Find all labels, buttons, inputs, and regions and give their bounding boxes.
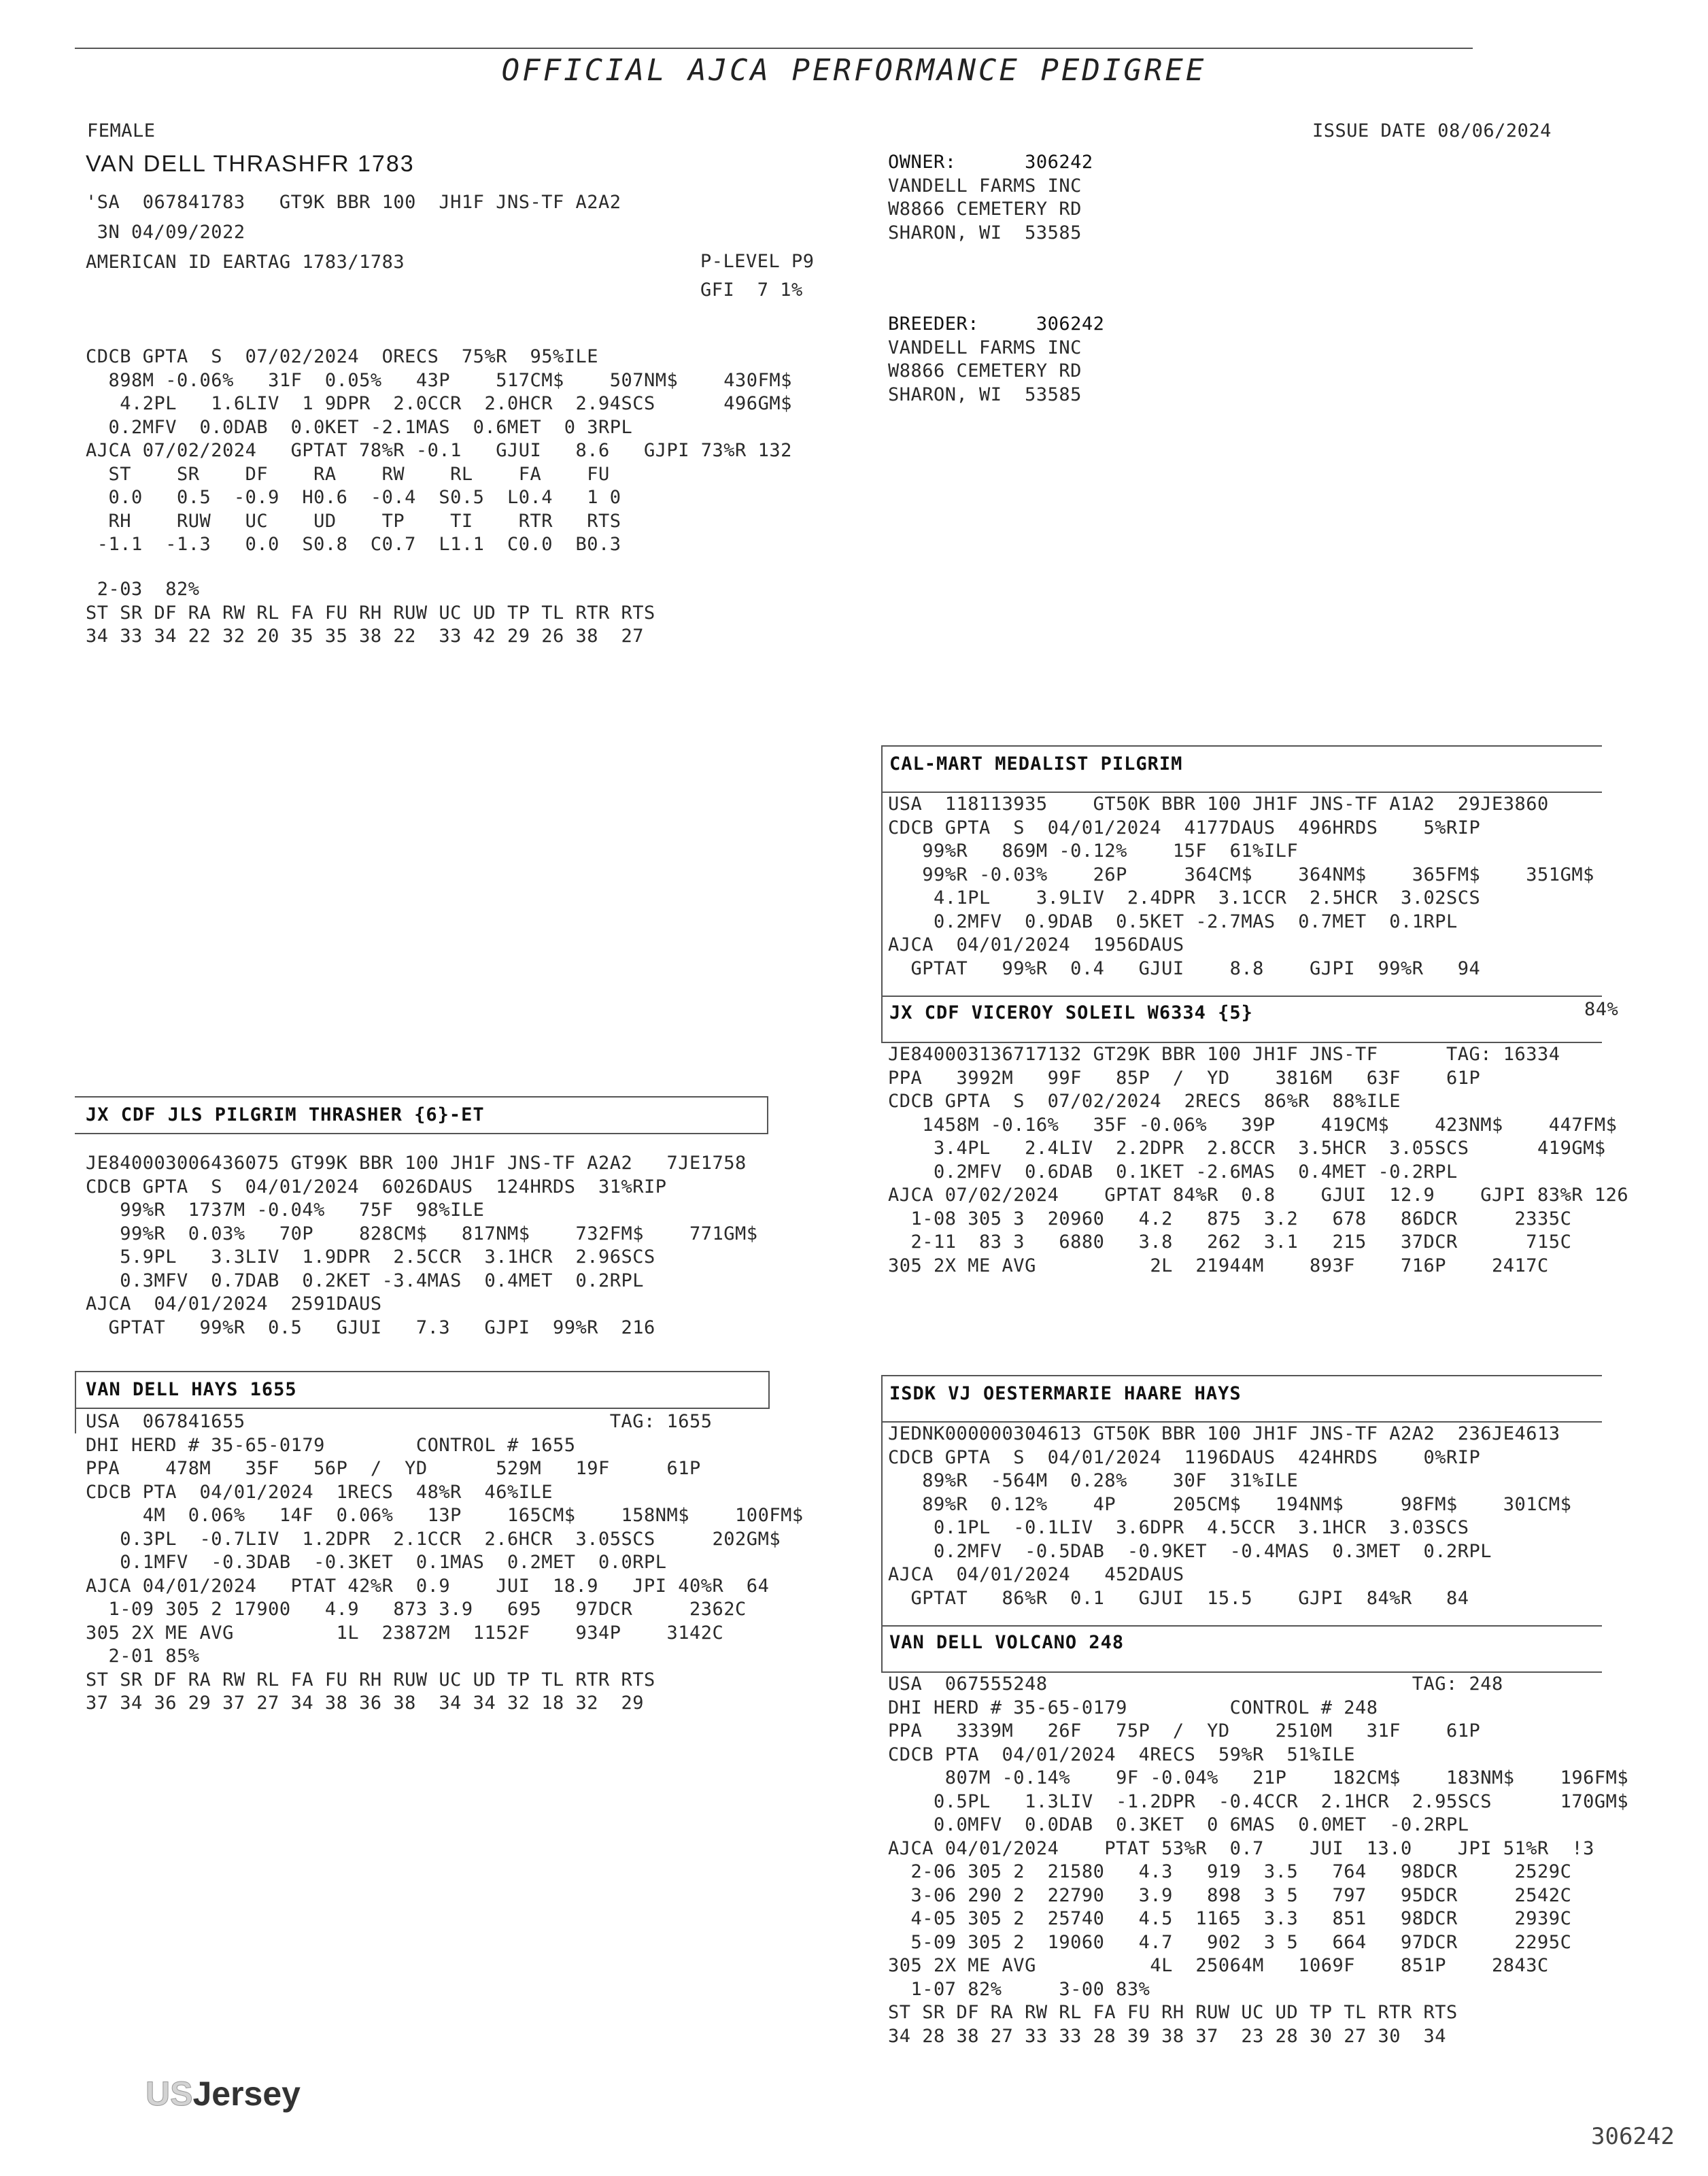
detail-line: ST SR DF RA RW RL FA FU RH RUW UC UD TP TL RTR RTS xyxy=(86,1669,655,1690)
detail-line: 305 2X ME AVG 4L 25064M 1069F 851P 2843C xyxy=(888,1955,1549,1976)
eval-line: 0.2MFV 0.0DAB 0.0KET -2.1MAS 0.6MET 0 3RPL xyxy=(86,416,633,438)
detail-line: 0.2MFV 0.6DAB 0.1KET -2.6MAS 0.4MET -0.2RPL xyxy=(888,1161,1458,1183)
detail-line: 2-11 83 3 6880 3.8 262 3.1 215 37DCR 715C xyxy=(888,1231,1572,1253)
detail-line: AJCA 04/01/2024 PTAT 53%R 0.7 JUI 13.0 JPI 51%R !3 xyxy=(888,1837,1594,1859)
detail-line: 1458M -0.16% 35F -0.06% 39P 419CM$ 423NM$ 447FM$ xyxy=(888,1114,1618,1136)
eval-line: CDCB GPTA S 07/02/2024 ORECS 75%R 95%ILE xyxy=(86,346,598,367)
dam-dam-name: VAN DELL VOLCANO 248 xyxy=(889,1632,1125,1653)
eval-line: 4.2PL 1.6LIV 1 9DPR 2.0CCR 2.0HCR 2.94SCS 496GM$ xyxy=(86,393,792,414)
detail-line: 99%R 1737M -0.04% 75F 98%ILE xyxy=(86,1200,485,1221)
dam-name: VAN DELL HAYS 1655 xyxy=(86,1379,297,1400)
animal-info xyxy=(86,188,621,277)
detail-line: 2-06 305 2 21580 4.3 919 3.5 764 98DCR 2529C xyxy=(888,1861,1572,1882)
breeder-line: SHARON, WI 53585 xyxy=(888,384,1082,405)
sire-dam-details xyxy=(888,1043,1628,1278)
sire-details xyxy=(86,1152,758,1340)
detail-line: CDCB GPTA S 04/01/2024 6026DAUS 124HRDS 31%RIP xyxy=(86,1176,667,1197)
detail-line: 1-09 305 2 17900 4.9 873 3.9 695 97DCR 2362C xyxy=(86,1599,747,1620)
detail-line: 1-07 82% 3-00 83% xyxy=(888,1978,1150,2000)
detail-line: GPTAT 99%R 0.4 GJUI 8.8 GJPI 99%R 94 xyxy=(888,957,1481,979)
detail-line: USA 118113935 GT50K BBR 100 JH1F JNS-TF A1A2 29JE3860 xyxy=(888,794,1549,815)
detail-line: 5.9PL 3.3LIV 1.9DPR 2.5CCR 3.1HCR 2.96SCS xyxy=(86,1246,655,1268)
page-title: OFFICIAL AJCA PERFORMANCE PEDIGREE xyxy=(501,53,1207,88)
owner-label: OWNER: 306242 xyxy=(888,152,1093,173)
owner-line: SHARON, WI 53585 xyxy=(888,222,1082,243)
animal-evaluation xyxy=(86,345,792,557)
detail-line: GPTAT 86%R 0.1 GJUI 15.5 GJPI 84%R 84 xyxy=(888,1587,1469,1609)
detail-line: 807M -0.14% 9F -0.04% 21P 182CM$ 183NM$ 196FM$ xyxy=(888,1767,1629,1788)
detail-line: 99%R -0.03% 26P 364CM$ 364NM$ 365FM$ 351GM$ xyxy=(888,864,1594,885)
page-id: 306242 xyxy=(1591,2123,1675,2150)
detail-line: 0.2MFV -0.5DAB -0.9KET -0.4MAS 0.3MET 0.2RPL xyxy=(888,1540,1492,1562)
detail-line: USA 067555248 TAG: 248 xyxy=(888,1673,1503,1695)
detail-line: 5-09 305 2 19060 4.7 902 3 5 664 97DCR 2295C xyxy=(888,1931,1572,1953)
top-rule xyxy=(75,48,1473,49)
animal-name: VAN DELL THRASHFR 1783 xyxy=(86,151,415,177)
box-rule xyxy=(881,793,883,1010)
box-rule xyxy=(881,1375,1602,1376)
detail-line: PPA 478M 35F 56P / YD 529M 19F 61P xyxy=(86,1458,701,1479)
detail-line: 99%R 0.03% 70P 828CM$ 817NM$ 732FM$ 771GM$ xyxy=(86,1223,758,1244)
detail-line: DHI HERD # 35-65-0179 CONTROL # 1655 xyxy=(86,1434,576,1456)
eval-line: 898M -0.06% 31F 0.05% 43P 517CM$ 507NM$ 430FM$ xyxy=(86,369,792,391)
detail-line: CDCB PTA 04/01/2024 4RECS 59%R 51%ILE xyxy=(888,1744,1355,1765)
detail-line: 1-08 305 3 20960 4.2 875 3.2 678 86DCR 2335C xyxy=(888,1208,1572,1229)
detail-line: USA 067841655 TAG: 1655 xyxy=(86,1411,713,1432)
box-rule xyxy=(75,1406,76,1433)
eval-line: 0.0 0.5 -0.9 H0.6 -0.4 S0.5 L0.4 1 0 xyxy=(86,487,621,508)
owner-line: W8866 CEMETERY RD xyxy=(888,199,1082,220)
sire-dam-score: 84% xyxy=(1584,999,1619,1020)
owner-line: VANDELL FARMS INC xyxy=(888,175,1082,197)
dam-sire-name: ISDK VJ OESTERMARIE HAARE HAYS xyxy=(889,1383,1242,1404)
detail-line: 4-05 305 2 25740 4.5 1165 3.3 851 98DCR 2939C xyxy=(888,1908,1572,1929)
logo-us: US xyxy=(146,2075,193,2113)
box-rule xyxy=(881,745,883,793)
detail-line: CDCB GPTA S 07/02/2024 2RECS 86%R 88%ILE xyxy=(888,1091,1401,1112)
breeder-label: BREEDER: 306242 xyxy=(888,313,1105,335)
detail-line: AJCA 04/01/2024 PTAT 42%R 0.9 JUI 18.9 JPI 40%R 64 xyxy=(86,1575,770,1597)
sire-sire-name: CAL-MART MEDALIST PILGRIM xyxy=(889,753,1183,775)
detail-line: JE840003136717132 GT29K BBR 100 JH1F JNS-TF TAG: 16334 xyxy=(888,1044,1560,1065)
animal-info-line: 3N 04/09/2022 xyxy=(86,222,245,243)
detail-line: 89%R 0.12% 4P 205CM$ 194NM$ 98FM$ 301CM$ xyxy=(888,1493,1572,1515)
detail-line: 0.1MFV -0.3DAB -0.3KET 0.1MAS 0.2MET 0.0RPL xyxy=(86,1552,667,1573)
p-level: P-LEVEL P9 xyxy=(700,251,815,272)
sire-dam-name: JX CDF VICEROY SOLEIL W6334 {5} xyxy=(889,1002,1253,1023)
breeder-block xyxy=(888,313,1104,407)
detail-line: PPA 3339M 26F 75P / YD 2510M 31F 61P xyxy=(888,1720,1481,1741)
detail-line: AJCA 07/02/2024 GPTAT 84%R 0.8 GJUI 12.9 GJPI 83%R 126 xyxy=(888,1185,1629,1206)
box-rule xyxy=(881,1375,883,1423)
eval-line: AJCA 07/02/2024 GPTAT 78%R -0.1 GJUI 8.6 GJPI 73%R 132 xyxy=(86,440,792,461)
type-line: ST SR DF RA RW RL FA FU RH RUW UC UD TP TL RTR RTS xyxy=(86,602,655,624)
sire-name: JX CDF JLS PILGRIM THRASHER {6}-ET xyxy=(86,1104,485,1125)
detail-line: 2-01 85% xyxy=(86,1646,200,1667)
detail-line: 4M 0.06% 14F 0.06% 13P 165CM$ 158NM$ 100FM$ xyxy=(86,1505,804,1526)
breeder-line: VANDELL FARMS INC xyxy=(888,337,1082,358)
animal-type-scores xyxy=(86,578,655,649)
detail-line: JE840003006436075 GT99K BBR 100 JH1F JNS-TF A2A2 7JE1758 xyxy=(86,1153,747,1174)
eval-line: -1.1 -1.3 0.0 S0.8 C0.7 L1.1 C0.0 B0.3 xyxy=(86,534,621,555)
gfi-value: GFI 7 1% xyxy=(700,279,803,301)
box-rule xyxy=(881,1423,883,1627)
type-line: 34 33 34 22 32 20 35 35 38 22 33 42 29 26 38 27 xyxy=(86,626,645,647)
detail-line: 0.3MFV 0.7DAB 0.2KET -3.4MAS 0.4MET 0.2RPL xyxy=(86,1270,645,1291)
detail-line: 305 2X ME AVG 2L 21944M 893F 716P 2417C xyxy=(888,1255,1549,1276)
dam-dam-details xyxy=(888,1673,1628,2048)
logo-jersey: Jersey xyxy=(192,2075,301,2113)
detail-line: 3-06 290 2 22790 3.9 898 3 5 797 95DCR 2542C xyxy=(888,1884,1572,1906)
detail-line: 0.2MFV 0.9DAB 0.5KET -2.7MAS 0.7MET 0.1RPL xyxy=(888,911,1458,932)
detail-line: GPTAT 99%R 0.5 GJUI 7.3 GJPI 99%R 216 xyxy=(86,1316,655,1338)
animal-info-line: AMERICAN ID EARTAG 1783/1783 xyxy=(86,252,405,273)
detail-line: 99%R 869M -0.12% 15F 61%ILF xyxy=(888,840,1299,862)
detail-line: 0.0MFV 0.0DAB 0.3KET 0 6MAS 0.0MET -0.2RPL xyxy=(888,1814,1469,1835)
detail-line: CDCB GPTA S 04/01/2024 1196DAUS 424HRDS 0%RIP xyxy=(888,1446,1481,1468)
detail-line: CDCB GPTA S 04/01/2024 4177DAUS 496HRDS 5%RIP xyxy=(888,817,1481,838)
eval-line: ST SR DF RA RW RL FA FU xyxy=(86,463,610,485)
eval-line: RH RUW UC UD TP TI RTR RTS xyxy=(86,510,621,532)
detail-line: 37 34 36 29 37 27 34 38 36 38 34 34 32 18 32 29 xyxy=(86,1693,645,1714)
type-line: 2-03 82% xyxy=(86,579,200,600)
issue-date: ISSUE DATE 08/06/2024 xyxy=(1312,120,1552,141)
box-rule xyxy=(881,996,883,1043)
detail-line: DHI HERD # 35-65-0179 CONTROL # 248 xyxy=(888,1697,1378,1718)
box-rule xyxy=(881,1625,883,1673)
detail-line: 4.1PL 3.9LIV 2.4DPR 3.1CCR 2.5HCR 3.02SCS xyxy=(888,887,1481,908)
detail-line: ST SR DF RA RW RL FA FU RH RUW UC UD TP TL RTR RTS xyxy=(888,2002,1458,2023)
detail-line: 0.5PL 1.3LIV -1.2DPR -0.4CCR 2.1HCR 2.95SCS 170GM$ xyxy=(888,1790,1629,1812)
breeder-line: W8866 CEMETERY RD xyxy=(888,360,1082,381)
usjersey-logo xyxy=(146,2074,301,2113)
detail-line: 34 28 38 27 33 33 28 39 38 37 23 28 30 27 30 34 xyxy=(888,2025,1447,2047)
box-rule xyxy=(881,996,1602,997)
dam-sire-details xyxy=(888,1423,1571,1610)
detail-line: AJCA 04/01/2024 452DAUS xyxy=(888,1564,1184,1585)
detail-line: 3.4PL 2.4LIV 2.2DPR 2.8CCR 3.5HCR 3.05SCS 419GM$ xyxy=(888,1138,1606,1159)
detail-line: PPA 3992M 99F 85P / YD 3816M 63F 61P xyxy=(888,1067,1481,1089)
sire-sire-details xyxy=(888,793,1594,981)
box-rule xyxy=(881,745,1602,747)
dam-details xyxy=(86,1410,804,1716)
detail-line: 89%R -564M 0.28% 30F 31%ILE xyxy=(888,1470,1299,1491)
sex-label: FEMALE xyxy=(87,120,156,141)
detail-line: JEDNK000000304613 GT50K BBR 100 JH1F JNS-TF A2A2 236JE4613 xyxy=(888,1423,1560,1444)
animal-info-line: 'SA 067841783 GT9K BBR 100 JH1F JNS-TF A2A2 xyxy=(86,192,621,213)
box-rule xyxy=(881,1625,1602,1627)
detail-line: 0.1PL -0.1LIV 3.6DPR 4.5CCR 3.1HCR 3.03SCS xyxy=(888,1517,1469,1538)
detail-line: AJCA 04/01/2024 2591DAUS xyxy=(86,1293,382,1314)
detail-line: 305 2X ME AVG 1L 23872M 1152F 934P 3142C xyxy=(86,1622,724,1644)
owner-block xyxy=(888,151,1093,245)
detail-line: 0.3PL -0.7LIV 1.2DPR 2.1CCR 2.6HCR 3.05SCS 202GM$ xyxy=(86,1528,781,1550)
detail-line: CDCB PTA 04/01/2024 1RECS 48%R 46%ILE xyxy=(86,1481,553,1503)
detail-line: AJCA 04/01/2024 1956DAUS xyxy=(888,934,1184,955)
